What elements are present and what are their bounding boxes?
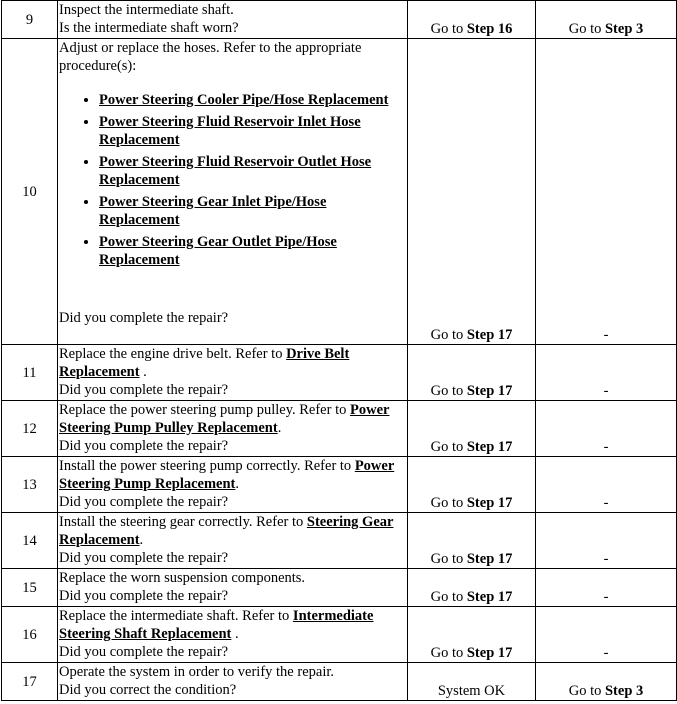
step-number: 13 — [2, 457, 58, 513]
step-number: 14 — [2, 513, 58, 569]
action-text: Replace the intermediate shaft. Refer to — [59, 608, 293, 624]
yes-result — [408, 457, 536, 513]
no-result — [536, 1, 677, 39]
yes-result — [408, 1, 536, 39]
result-prefix: Go to — [430, 21, 467, 37]
result-prefix: Go to — [430, 439, 467, 455]
action-text: Inspect the intermediate shaft. — [59, 2, 234, 18]
result-prefix: Go to — [430, 495, 467, 511]
action-cell — [58, 39, 408, 345]
no-result: - — [536, 39, 677, 345]
cooler-pipe-hose-replacement-link[interactable]: • Power Steering Cooler Pipe/Hose Replacement — [99, 91, 406, 109]
step-17-link[interactable]: Step 17 — [466, 551, 513, 567]
step-number: 9 — [2, 1, 58, 39]
action-cell — [58, 1, 408, 39]
yes-result — [408, 401, 536, 457]
action-text: Install the power steering pump correctly. Refer to — [59, 458, 355, 474]
step-17-link[interactable]: Step 17 — [466, 645, 513, 661]
table-row — [2, 513, 677, 569]
action-suffix: . — [277, 420, 282, 436]
diagnostic-procedure-table — [1, 0, 677, 701]
table-row — [2, 345, 677, 401]
step-16-link[interactable]: Step 16 — [466, 21, 513, 37]
action-suffix: . — [139, 364, 147, 380]
step-17-link[interactable]: Step 17 — [466, 495, 513, 511]
result-prefix: Go to — [430, 383, 467, 399]
result-prefix: Go to — [430, 551, 467, 567]
yes-result — [408, 607, 536, 663]
step-17-link[interactable]: Step 17 — [466, 589, 513, 605]
no-result: - — [536, 345, 677, 401]
question-text: Did you complete the repair? — [59, 310, 229, 326]
step-3-link[interactable]: Step 3 — [604, 683, 644, 699]
action-text: Adjust or replace the hoses. Refer to the appropriate procedure(s): — [59, 40, 362, 74]
drive-belt-replacement-link[interactable]: Drive Belt Replacement — [59, 346, 350, 380]
table-row — [2, 607, 677, 663]
yes-result — [408, 513, 536, 569]
no-result: - — [536, 607, 677, 663]
action-cell — [58, 569, 408, 607]
yes-result — [408, 345, 536, 401]
gear-inlet-pipe-hose-replacement-link[interactable]: • Power Steering Gear Inlet Pipe/Hose Replacement — [99, 193, 406, 229]
question-text: Did you correct the condition? — [59, 682, 237, 698]
action-cell — [58, 607, 408, 663]
yes-result — [408, 569, 536, 607]
step-number: 11 — [2, 345, 58, 401]
yes-result — [408, 39, 536, 345]
step-number: 16 — [2, 607, 58, 663]
reservoir-inlet-hose-replacement-link[interactable]: • Power Steering Fluid Reservoir Inlet Hose Replacement — [99, 113, 406, 149]
steering-gear-replacement-link[interactable]: Steering Gear Replacement — [59, 514, 394, 548]
result-prefix: Go to — [430, 589, 467, 605]
question-text: Did you complete the repair? — [59, 438, 229, 454]
table-row — [2, 39, 677, 345]
action-suffix: . — [235, 476, 240, 492]
result-prefix: Go to — [568, 683, 605, 699]
action-text: Replace the power steering pump pulley. Refer to — [59, 402, 350, 418]
action-cell — [58, 663, 408, 701]
action-text: Replace the engine drive belt. Refer to — [59, 346, 287, 362]
gear-outlet-pipe-hose-replacement-link[interactable]: • Power Steering Gear Outlet Pipe/Hose Replacement — [99, 233, 406, 269]
table-row — [2, 1, 677, 39]
action-text: Replace the worn suspension components. — [59, 570, 306, 586]
yes-result: System OK — [408, 663, 536, 701]
step-17-link[interactable]: Step 17 — [466, 327, 513, 343]
question-text: Is the intermediate shaft worn? — [59, 20, 239, 36]
question-text: Did you complete the repair? — [59, 550, 229, 566]
step-number: 10 — [2, 39, 58, 345]
pump-pulley-replacement-link[interactable]: Power Steering Pump Pulley Replacement — [59, 402, 390, 436]
action-text: Install the steering gear correctly. Refer to — [59, 514, 307, 530]
step-number: 15 — [2, 569, 58, 607]
action-cell — [58, 401, 408, 457]
pump-replacement-link[interactable]: Power Steering Pump Replacement — [59, 458, 395, 492]
action-cell — [58, 513, 408, 569]
result-prefix: Go to — [430, 645, 467, 661]
table-row — [2, 663, 677, 701]
no-result: - — [536, 457, 677, 513]
action-suffix: . — [139, 532, 144, 548]
question-text: Did you complete the repair? — [59, 644, 229, 660]
spacer — [59, 287, 406, 309]
step-17-link[interactable]: Step 17 — [466, 383, 513, 399]
step-3-link[interactable]: Step 3 — [604, 21, 644, 37]
action-text: Operate the system in order to verify the repair. — [59, 664, 334, 680]
question-text: Did you complete the repair? — [59, 494, 229, 510]
no-result — [536, 663, 677, 701]
intermediate-shaft-replacement-link[interactable]: Intermediate Steering Shaft Replacement — [59, 608, 374, 642]
procedure-link-list — [59, 91, 406, 269]
step-number: 17 — [2, 663, 58, 701]
table-row — [2, 401, 677, 457]
table-row — [2, 569, 677, 607]
action-suffix: . — [231, 626, 239, 642]
result-prefix: Go to — [430, 327, 467, 343]
no-result: - — [536, 401, 677, 457]
question-text: Did you complete the repair? — [59, 382, 229, 398]
result-prefix: Go to — [568, 21, 605, 37]
table-row — [2, 457, 677, 513]
no-result: - — [536, 513, 677, 569]
action-cell — [58, 345, 408, 401]
step-17-link[interactable]: Step 17 — [466, 439, 513, 455]
no-result: - — [536, 569, 677, 607]
question-text: Did you complete the repair? — [59, 588, 229, 604]
step-number: 12 — [2, 401, 58, 457]
action-cell — [58, 457, 408, 513]
reservoir-outlet-hose-replacement-link[interactable]: • Power Steering Fluid Reservoir Outlet Hose Replacement — [99, 153, 406, 189]
